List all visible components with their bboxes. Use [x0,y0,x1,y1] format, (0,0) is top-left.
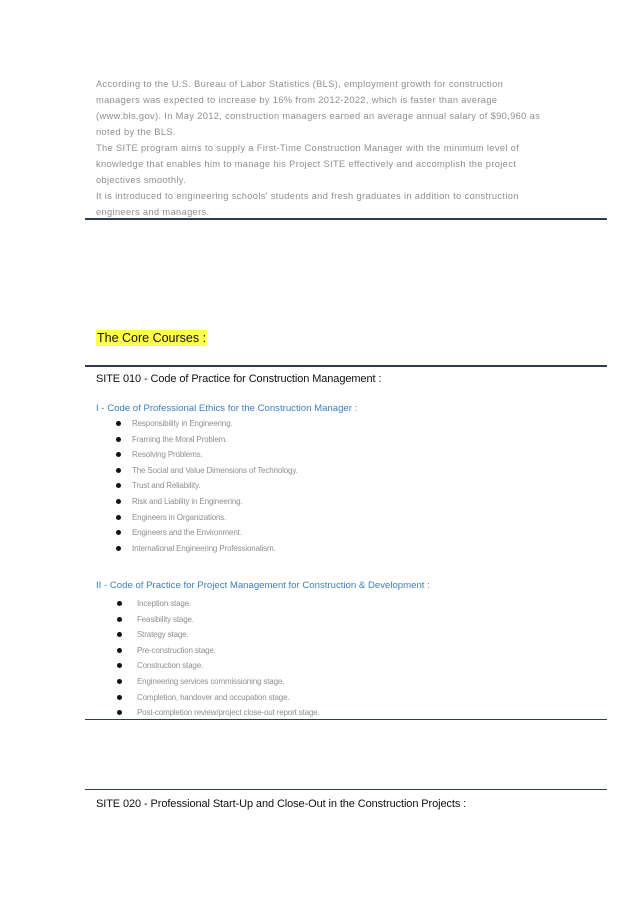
bullet-icon [116,499,121,504]
divider-top [85,218,607,220]
bullet-icon [117,648,122,653]
course-title-site-020: SITE 020 - Professional Start-Up and Close-Out in the Construction Projects : [96,798,467,810]
bullet-icon [117,663,122,668]
bullet-icon [117,679,122,684]
bullet-icon [116,546,121,551]
bullet-icon [117,695,122,700]
section-title-ethics: I - Code of Professional Ethics for the Construction Manager : [96,403,358,414]
divider-core-courses [85,365,607,367]
bullet-icon [117,617,122,622]
document-page: According to the U.S. Bureau of Labor Statistics (BLS), employment growth for construction managers was expected to increase by 16% from 2012-2022, which is faster than average (www.bls.gov). In May 2012, construction managers earned an average annual salary of $90,960 as noted by the BLS. The SITE program aims to supply a First-Time Construction Manager with the minimum level of knowledge that enables him to manage his Project SITE effectively and accomplish the project objectives smoothly. It is introduced to engineering schools' students and fresh graduates in addition to construction engineers and managers. The Core Courses : SITE 010 - Code of Practice for Construction Management : I - Code of Professional Ethics for the Construction Manager : Responsibility in Engineering. Framing the Moral Problem. Resolving Problems. The Social and Value Dimensions of Technology. Trust and Reliability. Risk and Liability in Engineering. Engineers in Organizations. Engineers and the Environment. International Engineering Professionalism. II - Code of Practice for Project Management for Construction & Development : Inception stage. Feasibility stage. Strategy stage. Pre-construction stage. Construction stage. Engineering services commissioning stage. Completion, handover and occupation stage. Post-completion review/project close-out report stage. SITE 020 - Professional Start-Up and Close-Out in the Construction Projects : [0,0,638,903]
bullet-icon [116,468,121,473]
bullet-icon [116,483,121,488]
section-title-project-management: II - Code of Practice for Project Management for Construction & Development : [96,580,430,591]
intro-paragraph-bls: According to the U.S. Bureau of Labor Statistics (BLS), employment growth for construction managers was expected to increase by 16% from 2012-2022, which is faster than average (www.bls.gov). In May 2012, construction managers earned an average annual salary of $90,960 as noted by the BLS. [96,79,541,137]
course-title-site-010: SITE 010 - Code of Practice for Construction Management : [96,373,382,385]
bullet-icon [116,452,121,457]
intro-paragraph-audience: It is introduced to engineering schools' students and fresh graduates in addition to construction engineers and managers. [96,191,519,217]
bullet-icon [116,421,121,426]
intro-paragraph-program-aim: The SITE program aims to supply a First-Time Construction Manager with the minimum level of knowledge that enables him to manage his Project SITE effectively and accomplish the project objectives smoothly. [96,143,520,185]
core-courses-heading: The Core Courses : [97,331,207,345]
bullet-icon [117,601,122,606]
bullet-icon [116,437,121,442]
divider-before-site-020 [85,789,607,790]
bullet-icon [117,632,122,637]
bullet-icon [117,710,122,715]
bullet-icon [116,530,121,535]
divider-after-stages [85,719,607,720]
bullet-icon [116,515,121,520]
